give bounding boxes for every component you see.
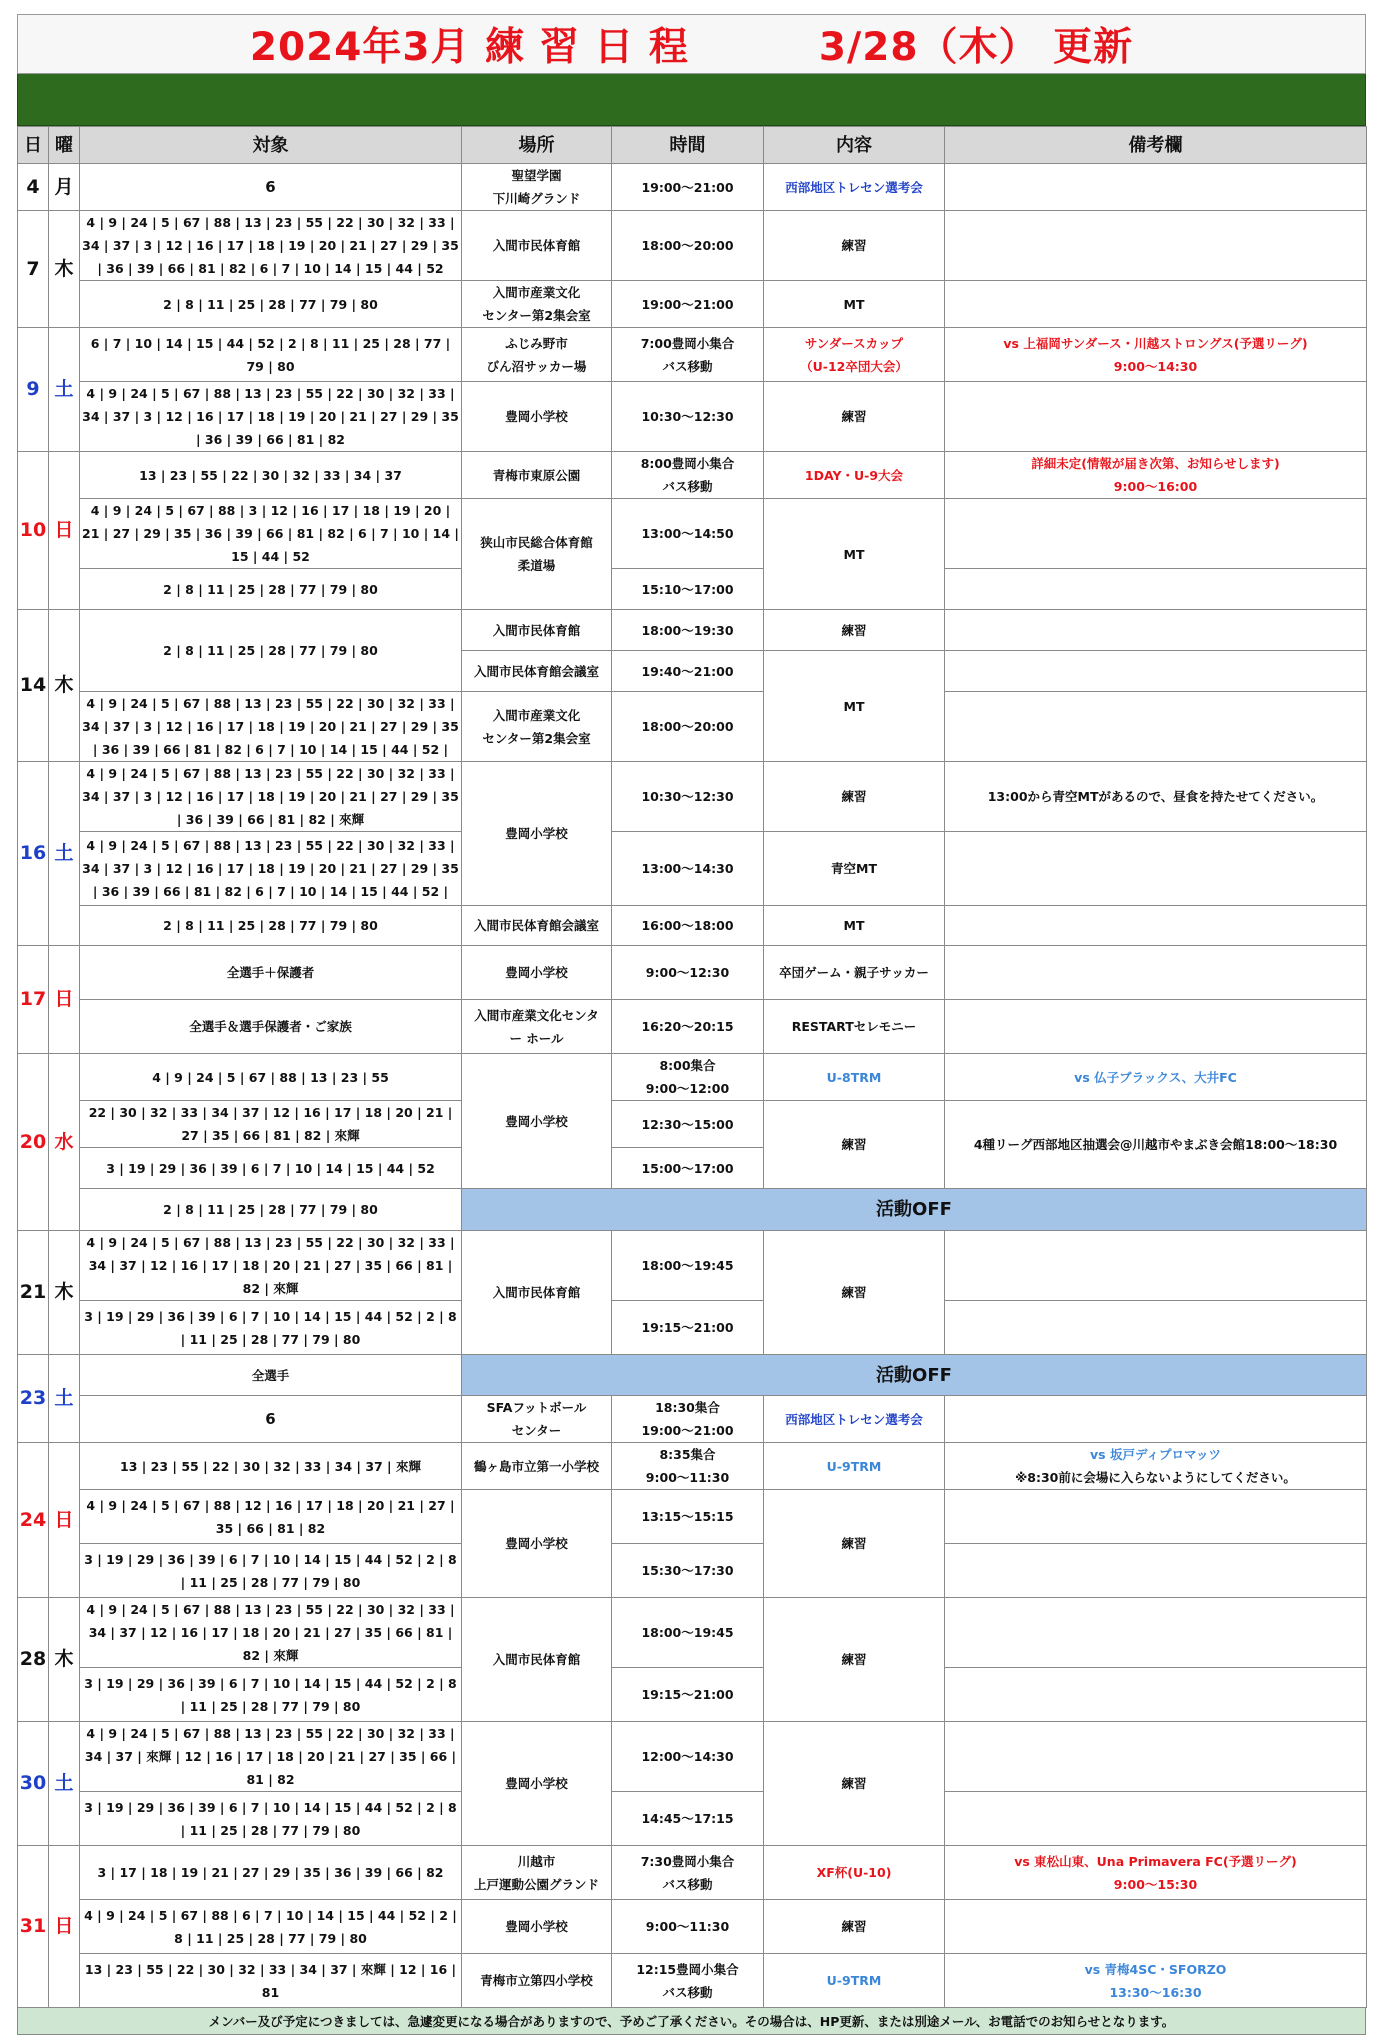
note-cell <box>945 946 1367 1000</box>
target-cell: 4 | 9 | 24 | 5 | 67 | 88 | 3 | 12 | 16 | 17 | 18 | 19 | 20 | 21 | 27 | 29 | 35 | 36 | 39 | 66 | 81 | 82 | 6 | 7 | 10 | 14 | 15 | 44 | 52 <box>80 499 462 569</box>
table-row <box>18 1396 1367 1443</box>
header-place: 場所 <box>462 127 612 164</box>
time-cell: 13:15～15:15 <box>612 1490 764 1544</box>
target-cell: 6 | 7 | 10 | 14 | 15 | 44 | 52 | 2 | 8 | 11 | 25 | 28 | 77 | 79 | 80 <box>80 328 462 382</box>
place-cell: 入間市民体育館 <box>462 610 612 651</box>
content-cell: 練習 <box>764 1490 945 1598</box>
note-cell <box>945 906 1367 946</box>
weekday-cell: 土 <box>49 328 80 452</box>
day-cell: 23 <box>18 1355 49 1443</box>
day-cell: 10 <box>18 452 49 610</box>
time-cell: 19:00～21:00 <box>612 164 764 211</box>
note-cell <box>945 832 1367 906</box>
time-cell: 18:00～20:00 <box>612 692 764 762</box>
time-cell: 14:45～17:15 <box>612 1792 764 1846</box>
target-cell: 6 <box>80 164 462 211</box>
table-row <box>18 1900 1367 1954</box>
target-cell: 2 | 8 | 11 | 25 | 28 | 77 | 79 | 80 <box>80 610 462 692</box>
note-cell <box>945 692 1367 762</box>
note-cell <box>945 382 1367 452</box>
weekday-cell: 水 <box>49 1054 80 1231</box>
place-cell: 豊岡小学校 <box>462 1054 612 1189</box>
day-cell: 7 <box>18 211 49 328</box>
place-cell: 入間市民体育館 <box>462 1231 612 1355</box>
table-row <box>18 1054 1367 1101</box>
note-cell <box>945 651 1367 692</box>
table-row <box>18 1000 1367 1054</box>
target-cell: 4 | 9 | 24 | 5 | 67 | 88 | 13 | 23 | 55 | 22 | 30 | 32 | 33 | 34 | 37 | 3 | 12 | 16 | 17 | 18 | 19 | 20 | 21 | 27 | 29 | 35 | 36 | 39 | 66 | 81 | 82 | 6 | 7 | 10 | 14 | 15 | 44 | 52 | <box>80 832 462 906</box>
time-cell: 8:00集合 9:00～12:00 <box>612 1054 764 1101</box>
time-cell: 12:00～14:30 <box>612 1722 764 1792</box>
weekday-cell: 日 <box>49 1846 80 2008</box>
table-row <box>18 906 1367 946</box>
table-row <box>18 1355 1367 1396</box>
time-cell: 19:40～21:00 <box>612 651 764 692</box>
note-cell <box>945 1900 1367 1954</box>
place-cell: 入間市産業文化センタ ー ホール <box>462 1000 612 1054</box>
note-cell <box>945 499 1367 569</box>
table-row <box>18 1443 1367 1490</box>
day-cell: 17 <box>18 946 49 1054</box>
weekday-cell: 木 <box>49 211 80 328</box>
note-cell <box>945 164 1367 211</box>
note-cell: 4種リーグ西部地区抽選会@川越市やまぶき会館18:00～18:30 <box>945 1101 1367 1189</box>
note-opponent: vs 坂戸ディプロマッツ <box>1090 1447 1221 1462</box>
content-cell: 青空MT <box>764 832 945 906</box>
place-cell: 豊岡小学校 <box>462 1900 612 1954</box>
target-cell: 4 | 9 | 24 | 5 | 67 | 88 | 13 | 23 | 55 | 22 | 30 | 32 | 33 | 34 | 37 | 3 | 12 | 16 | 17 | 18 | 19 | 20 | 21 | 27 | 29 | 35 | 36 | 39 | 66 | 81 | 82 | 6 | 7 | 10 | 14 | 15 | 44 | 52 <box>80 211 462 281</box>
time-cell: 7:00豊岡小集合 バス移動 <box>612 328 764 382</box>
title-updated: 3/28（木） 更新 <box>818 25 1134 70</box>
note-cell <box>945 1668 1367 1722</box>
table-row <box>18 1101 1367 1148</box>
content-cell: 練習 <box>764 762 945 832</box>
activity-off-banner: 活動OFF <box>462 1189 1367 1231</box>
table-row <box>18 946 1367 1000</box>
note-cell <box>945 610 1367 651</box>
time-cell: 18:30集合 19:00～21:00 <box>612 1396 764 1443</box>
table-row <box>18 762 1367 832</box>
day-cell: 14 <box>18 610 49 762</box>
target-cell: 全選手＋保護者 <box>80 946 462 1000</box>
time-cell: 12:15豊岡小集合 バス移動 <box>612 1954 764 2008</box>
table-row <box>18 610 1367 651</box>
content-cell: U-9TRM <box>764 1443 945 1490</box>
schedule-sheet <box>17 14 1366 2035</box>
target-cell: 3 | 19 | 29 | 36 | 39 | 6 | 7 | 10 | 14 | 15 | 44 | 52 <box>80 1148 462 1189</box>
day-cell: 31 <box>18 1846 49 2008</box>
content-cell: 練習 <box>764 1722 945 1846</box>
time-cell: 9:00～11:30 <box>612 1900 764 1954</box>
day-cell: 24 <box>18 1443 49 1598</box>
header-weekday: 曜 <box>49 127 80 164</box>
day-cell: 4 <box>18 164 49 211</box>
content-cell: MT <box>764 281 945 328</box>
table-row <box>18 499 1367 569</box>
time-cell: 10:30～12:30 <box>612 382 764 452</box>
table-row <box>18 1598 1367 1668</box>
time-cell: 12:30～15:00 <box>612 1101 764 1148</box>
table-row <box>18 1490 1367 1544</box>
weekday-cell: 日 <box>49 1443 80 1598</box>
target-cell: 4 | 9 | 24 | 5 | 67 | 88 | 6 | 7 | 10 | 14 | 15 | 44 | 52 | 2 | 8 | 11 | 25 | 28 | 77 | 79 | 80 <box>80 1900 462 1954</box>
target-cell: 4 | 9 | 24 | 5 | 67 | 88 | 13 | 23 | 55 | 22 | 30 | 32 | 33 | 34 | 37 | 3 | 12 | 16 | 17 | 18 | 19 | 20 | 21 | 27 | 29 | 35 | 36 | 39 | 66 | 81 | 82 <box>80 382 462 452</box>
note-cell: vs 上福岡サンダース・川越ストロングス(予選リーグ) 9:00～14:30 <box>945 328 1367 382</box>
activity-off-banner: 活動OFF <box>462 1355 1367 1396</box>
target-cell: 13 | 23 | 55 | 22 | 30 | 32 | 33 | 34 | 37 | 來輝 <box>80 1443 462 1490</box>
content-cell: 西部地区トレセン選考会 <box>764 164 945 211</box>
time-cell: 15:10～17:00 <box>612 569 764 610</box>
table-row <box>18 569 1367 610</box>
target-cell: 4 | 9 | 24 | 5 | 67 | 88 | 13 | 23 | 55 <box>80 1054 462 1101</box>
target-cell: 2 | 8 | 11 | 25 | 28 | 77 | 79 | 80 <box>80 281 462 328</box>
note-cell: vs 青梅4SC・SFORZO 13:30～16:30 <box>945 1954 1367 2008</box>
place-cell: 豊岡小学校 <box>462 946 612 1000</box>
table-row <box>18 1846 1367 1900</box>
weekday-cell: 月 <box>49 164 80 211</box>
header-notes: 備考欄 <box>945 127 1367 164</box>
time-cell: 13:00～14:50 <box>612 499 764 569</box>
target-cell: 4 | 9 | 24 | 5 | 67 | 88 | 13 | 23 | 55 | 22 | 30 | 32 | 33 | 34 | 37 | 12 | 16 | 17 | 18 | 20 | 21 | 27 | 35 | 66 | 81 | 82 | 來輝 <box>80 1598 462 1668</box>
note-cell <box>945 1301 1367 1355</box>
time-cell: 19:15～21:00 <box>612 1668 764 1722</box>
day-cell: 28 <box>18 1598 49 1722</box>
title-main: 2024年3月 練 習 日 程 <box>249 25 689 70</box>
note-cell <box>945 1231 1367 1301</box>
note-cell: vs 東松山東、Una Primavera FC(予選リーグ) 9:00～15:30 <box>945 1846 1367 1900</box>
time-cell: 13:00～14:30 <box>612 832 764 906</box>
header-day: 日 <box>18 127 49 164</box>
table-row <box>18 452 1367 499</box>
time-cell: 8:35集合 9:00～11:30 <box>612 1443 764 1490</box>
table-row <box>18 1722 1367 1792</box>
place-cell: 豊岡小学校 <box>462 1722 612 1846</box>
place-cell: 鶴ヶ島市立第一小学校 <box>462 1443 612 1490</box>
place-cell: 青梅市立第四小学校 <box>462 1954 612 2008</box>
page-title <box>17 14 1366 74</box>
time-cell: 18:00～19:30 <box>612 610 764 651</box>
content-cell: 練習 <box>764 382 945 452</box>
weekday-cell: 土 <box>49 1722 80 1846</box>
time-cell: 18:00～20:00 <box>612 211 764 281</box>
target-cell: 2 | 8 | 11 | 25 | 28 | 77 | 79 | 80 <box>80 1189 462 1231</box>
weekday-cell: 木 <box>49 1231 80 1355</box>
target-cell: 4 | 9 | 24 | 5 | 67 | 88 | 12 | 16 | 17 | 18 | 20 | 21 | 27 | 35 | 66 | 81 | 82 <box>80 1490 462 1544</box>
header-time: 時間 <box>612 127 764 164</box>
place-cell: 狭山市民総合体育館 柔道場 <box>462 499 612 610</box>
target-cell: 4 | 9 | 24 | 5 | 67 | 88 | 13 | 23 | 55 | 22 | 30 | 32 | 33 | 34 | 37 | 來輝 | 12 | 16 | 17 | 18 | 20 | 21 | 27 | 35 | 66 | 81 | 82 <box>80 1722 462 1792</box>
footer-notice: メンバー及び予定につきましては、急遽変更になる場合がありますので、予めご了承ください。その場合は、HP更新、または別途メール、お電話でのお知らせとなります。 <box>17 2008 1366 2035</box>
time-cell: 18:00～19:45 <box>612 1231 764 1301</box>
target-cell: 3 | 19 | 29 | 36 | 39 | 6 | 7 | 10 | 14 | 15 | 44 | 52 | 2 | 8 | 11 | 25 | 28 | 77 | 79 | 80 <box>80 1301 462 1355</box>
content-cell: 西部地区トレセン選考会 <box>764 1396 945 1443</box>
target-cell: 3 | 19 | 29 | 36 | 39 | 6 | 7 | 10 | 14 | 15 | 44 | 52 | 2 | 8 | 11 | 25 | 28 | 77 | 79 | 80 <box>80 1544 462 1598</box>
target-cell: 全選手＆選手保護者・ご家族 <box>80 1000 462 1054</box>
place-cell: 入間市民体育館会議室 <box>462 651 612 692</box>
note-cell: vs 仏子ブラックス、大井FC <box>945 1054 1367 1101</box>
place-cell: 入間市民体育館 <box>462 1598 612 1722</box>
weekday-cell: 木 <box>49 610 80 762</box>
content-cell: 練習 <box>764 1598 945 1722</box>
time-cell: 18:00～19:45 <box>612 1598 764 1668</box>
target-cell: 3 | 17 | 18 | 19 | 21 | 27 | 29 | 35 | 36 | 39 | 66 | 82 <box>80 1846 462 1900</box>
target-cell: 4 | 9 | 24 | 5 | 67 | 88 | 13 | 23 | 55 | 22 | 30 | 32 | 33 | 34 | 37 | 3 | 12 | 16 | 17 | 18 | 19 | 20 | 21 | 27 | 29 | 35 | 36 | 39 | 66 | 81 | 82 | 來輝 <box>80 762 462 832</box>
header-target: 対象 <box>80 127 462 164</box>
place-cell: ふじみ野市 びん沼サッカー場 <box>462 328 612 382</box>
weekday-cell: 土 <box>49 762 80 946</box>
content-cell: 練習 <box>764 1101 945 1189</box>
table-row <box>18 1189 1367 1231</box>
table-row <box>18 832 1367 906</box>
table-row <box>18 328 1367 382</box>
note-cell <box>945 211 1367 281</box>
weekday-cell: 木 <box>49 1598 80 1722</box>
note-cell <box>945 1792 1367 1846</box>
header-content: 内容 <box>764 127 945 164</box>
content-cell: 練習 <box>764 1231 945 1355</box>
place-cell: 入間市産業文化 センター第2集会室 <box>462 692 612 762</box>
weekday-cell: 日 <box>49 946 80 1054</box>
place-cell: 青梅市東原公園 <box>462 452 612 499</box>
table-header-row <box>18 127 1367 164</box>
time-cell: 16:20～20:15 <box>612 1000 764 1054</box>
day-cell: 20 <box>18 1054 49 1231</box>
table-row <box>18 1301 1367 1355</box>
time-cell: 9:00～12:30 <box>612 946 764 1000</box>
table-row <box>18 382 1367 452</box>
weekday-cell: 土 <box>49 1355 80 1443</box>
target-cell: 22 | 30 | 32 | 33 | 34 | 37 | 12 | 16 | 17 | 18 | 20 | 21 | 27 | 35 | 66 | 81 | 82 | 來輝 <box>80 1101 462 1148</box>
target-cell: 2 | 8 | 11 | 25 | 28 | 77 | 79 | 80 <box>80 569 462 610</box>
place-cell: 豊岡小学校 <box>462 1490 612 1598</box>
table-row <box>18 692 1367 762</box>
green-banner <box>17 74 1366 126</box>
note-cell <box>945 1396 1367 1443</box>
time-cell: 15:00～17:00 <box>612 1148 764 1189</box>
table-row <box>18 164 1367 211</box>
time-cell: 16:00～18:00 <box>612 906 764 946</box>
day-cell: 16 <box>18 762 49 946</box>
time-cell: 19:15～21:00 <box>612 1301 764 1355</box>
note-cell <box>945 1544 1367 1598</box>
place-cell: 聖望学園 下川崎グランド <box>462 164 612 211</box>
place-cell: 入間市民体育館 <box>462 211 612 281</box>
target-cell: 2 | 8 | 11 | 25 | 28 | 77 | 79 | 80 <box>80 906 462 946</box>
note-cell <box>945 281 1367 328</box>
note-cell <box>945 1490 1367 1544</box>
place-cell: SFAフットボール センター <box>462 1396 612 1443</box>
table-row <box>18 281 1367 328</box>
content-cell: 練習 <box>764 1900 945 1954</box>
target-cell: 4 | 9 | 24 | 5 | 67 | 88 | 13 | 23 | 55 | 22 | 30 | 32 | 33 | 34 | 37 | 3 | 12 | 16 | 17 | 18 | 19 | 20 | 21 | 27 | 29 | 35 | 36 | 39 | 66 | 81 | 82 | 6 | 7 | 10 | 14 | 15 | 44 | 52 | <box>80 692 462 762</box>
day-cell: 21 <box>18 1231 49 1355</box>
time-cell: 15:30～17:30 <box>612 1544 764 1598</box>
place-cell: 豊岡小学校 <box>462 382 612 452</box>
content-cell: 練習 <box>764 610 945 651</box>
schedule-table <box>17 126 1367 2008</box>
place-cell: 豊岡小学校 <box>462 762 612 906</box>
table-row <box>18 1954 1367 2008</box>
target-cell: 6 <box>80 1396 462 1443</box>
time-cell: 8:00豊岡小集合 バス移動 <box>612 452 764 499</box>
day-cell: 30 <box>18 1722 49 1846</box>
content-cell: RESTARTセレモニー <box>764 1000 945 1054</box>
target-cell: 全選手 <box>80 1355 462 1396</box>
time-cell: 19:00～21:00 <box>612 281 764 328</box>
note-cell <box>945 569 1367 610</box>
content-cell: 1DAY・U-9大会 <box>764 452 945 499</box>
place-cell: 川越市 上戸運動公園グランド <box>462 1846 612 1900</box>
place-cell: 入間市民体育館会議室 <box>462 906 612 946</box>
target-cell: 3 | 19 | 29 | 36 | 39 | 6 | 7 | 10 | 14 | 15 | 44 | 52 | 2 | 8 | 11 | 25 | 28 | 77 | 79 | 80 <box>80 1792 462 1846</box>
content-cell: サンダースカップ （U-12卒団大会） <box>764 328 945 382</box>
content-cell: 卒団ゲーム・親子サッカー <box>764 946 945 1000</box>
target-cell: 4 | 9 | 24 | 5 | 67 | 88 | 13 | 23 | 55 | 22 | 30 | 32 | 33 | 34 | 37 | 12 | 16 | 17 | 18 | 20 | 21 | 27 | 35 | 66 | 81 | 82 | 來輝 <box>80 1231 462 1301</box>
content-cell: 練習 <box>764 211 945 281</box>
table-row <box>18 1668 1367 1722</box>
target-cell: 13 | 23 | 55 | 22 | 30 | 32 | 33 | 34 | 37 <box>80 452 462 499</box>
weekday-cell: 日 <box>49 452 80 610</box>
note-cell: 詳細未定(情報が届き次第、お知らせします) 9:00～16:00 <box>945 452 1367 499</box>
target-cell: 13 | 23 | 55 | 22 | 30 | 32 | 33 | 34 | 37 | 來輝 | 12 | 16 | 81 <box>80 1954 462 2008</box>
table-row <box>18 211 1367 281</box>
place-cell: 入間市産業文化 センター第2集会室 <box>462 281 612 328</box>
content-cell: MT <box>764 499 945 610</box>
time-cell: 10:30～12:30 <box>612 762 764 832</box>
content-cell: U-9TRM <box>764 1954 945 2008</box>
target-cell: 3 | 19 | 29 | 36 | 39 | 6 | 7 | 10 | 14 | 15 | 44 | 52 | 2 | 8 | 11 | 25 | 28 | 77 | 79 | 80 <box>80 1668 462 1722</box>
note-warning: ※8:30前に会場に入らないようにしてください。 <box>1015 1470 1296 1485</box>
content-cell: XF杯(U-10) <box>764 1846 945 1900</box>
table-row <box>18 1792 1367 1846</box>
note-cell <box>945 1443 1367 1490</box>
content-cell: MT <box>764 651 945 762</box>
note-cell <box>945 1722 1367 1792</box>
table-row <box>18 1544 1367 1598</box>
note-cell: 13:00から青空MTがあるので、昼食を持たせてください。 <box>945 762 1367 832</box>
table-row <box>18 1231 1367 1301</box>
content-cell: MT <box>764 906 945 946</box>
time-cell: 7:30豊岡小集合 バス移動 <box>612 1846 764 1900</box>
note-cell <box>945 1000 1367 1054</box>
content-cell: U-8TRM <box>764 1054 945 1101</box>
day-cell: 9 <box>18 328 49 452</box>
note-cell <box>945 1598 1367 1668</box>
